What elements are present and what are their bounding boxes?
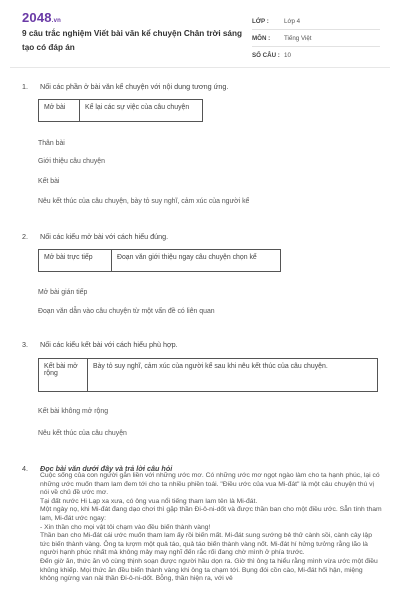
reading-passage: [40, 472, 382, 584]
meta-value: Tiếng Việt: [284, 34, 312, 42]
question-text: Nối các kiểu mở bài với cách hiểu đúng.: [40, 232, 169, 241]
header-divider: [10, 67, 390, 68]
passage-paragraph: Thần ban cho Mi-đát cái ước muốn tham lam ấy rồi biến mất. Mi-đát sung sướng bẻ thử cành sồi, cành cây lập tức biến thành vàng. Ông ta lượm một quả táo, quả táo biến thành vàng nốt. Mi-đát hí hửng tưởng rằng lão là người hạnh phúc nhất mà không mảy may nghĩ đến rắc rối đang chờ mình ở phía trước.: [40, 532, 372, 557]
site-logo[interactable]: [22, 10, 61, 25]
question-number: 2.: [22, 232, 28, 241]
meta-row-subject: [252, 30, 380, 47]
match-cell[interactable]: Mở bài: [39, 100, 80, 122]
match-table-1: [38, 99, 203, 122]
meta-key: LỚP :: [252, 17, 269, 25]
question-text: Nối các phần ở bài văn kể chuyện với nội dung tương ứng.: [40, 82, 229, 91]
question-text: Đọc bài văn dưới đây và trả lời câu hỏi: [40, 464, 173, 473]
match-option[interactable]: Đoạn văn dẫn vào câu chuyện từ một vấn đề có liên quan: [38, 308, 215, 315]
match-option[interactable]: Nêu kết thúc của câu chuyện, bày tỏ suy nghĩ, cảm xúc của người kể: [38, 198, 250, 205]
match-cell[interactable]: Mở bài trực tiếp: [39, 250, 112, 272]
passage-paragraph: Một ngày nọ, khi Mi-đát đang dạo chơi thì gặp thần Đi-ô-ni-dốt và được thần ban cho một điều ước. Sẵn tính tham lam, Mi-đát ước ngay:: [40, 506, 382, 522]
question-number: 3.: [22, 340, 28, 349]
question-number: 1.: [22, 82, 28, 91]
match-cell[interactable]: Kể lại các sự việc của câu chuyện: [80, 100, 203, 122]
document-title: 9 câu trắc nghiệm Viết bài văn kể chuyện Chân trời sáng tạo có đáp án: [22, 29, 242, 52]
match-option[interactable]: Mở bài gián tiếp: [38, 289, 88, 296]
meta-value: Lớp 4: [284, 17, 301, 25]
passage-paragraph: - Xin thần cho mọi vật tôi chạm vào đều biến thành vàng!: [40, 523, 211, 531]
page-header: [0, 0, 400, 70]
match-option[interactable]: Kết bài: [38, 178, 60, 185]
question-number: 4.: [22, 464, 28, 473]
meta-key: MÔN :: [252, 34, 271, 42]
meta-key: SỐ CÂU :: [252, 51, 280, 59]
match-cell[interactable]: Kết bài mở rộng: [39, 359, 88, 392]
logo-text: 2048: [22, 10, 52, 25]
passage-paragraph: Đến giờ ăn, thức ăn vô cùng thịnh soạn được người hầu dọn ra. Giờ thì ông ta hiểu rằng mình vừa ước một điều khủng khiếp. Mọi thức ăn đều biến thành vàng khi ông ta chạm tới. Bụng đói cồn cào, Mi-đát hối hận, miệng không ngừng van nài thần Đi-ô-ni-dốt. Bỗng, thần hiện ra, với vẻ: [40, 557, 378, 583]
match-cell[interactable]: Đoạn văn giới thiệu ngay câu chuyện chọn kể: [112, 250, 281, 272]
passage-paragraph: Cuộc sống của con người gắn liền với những ước mơ. Có những ước mơ ngọt ngào làm cho ta hạnh phúc, lại có những ước muốn tham lam đem tới cho ta nhiều phiền toái. "Điều ước của vua Mi-đát" là một câu chuyện thú vị nói về chủ đề ước mơ.: [40, 472, 380, 497]
match-table-2: [38, 249, 281, 272]
match-option[interactable]: Kết bài không mở rộng: [38, 408, 109, 415]
match-table-3: [38, 358, 378, 392]
passage-paragraph: Tại đất nước Hi Lạp xa xưa, có ông vua nổi tiếng tham lam tên là Mi-đát.: [40, 497, 258, 505]
match-cell[interactable]: Bày tỏ suy nghĩ, cảm xúc của người kể sau khi nêu kết thúc của câu chuyện.: [88, 359, 378, 392]
meta-row-count: [252, 47, 380, 63]
match-option[interactable]: Nêu kết thúc của câu chuyện: [38, 430, 127, 437]
question-text: Nối các kiểu kết bài với cách hiểu phù hợp.: [40, 340, 178, 349]
match-option[interactable]: Giới thiệu câu chuyện: [38, 158, 105, 165]
meta-info: [252, 13, 380, 63]
logo-tld: .vn: [51, 18, 62, 24]
meta-row-class: [252, 13, 380, 30]
match-option[interactable]: Thân bài: [38, 140, 65, 147]
meta-value: 10: [284, 51, 291, 59]
